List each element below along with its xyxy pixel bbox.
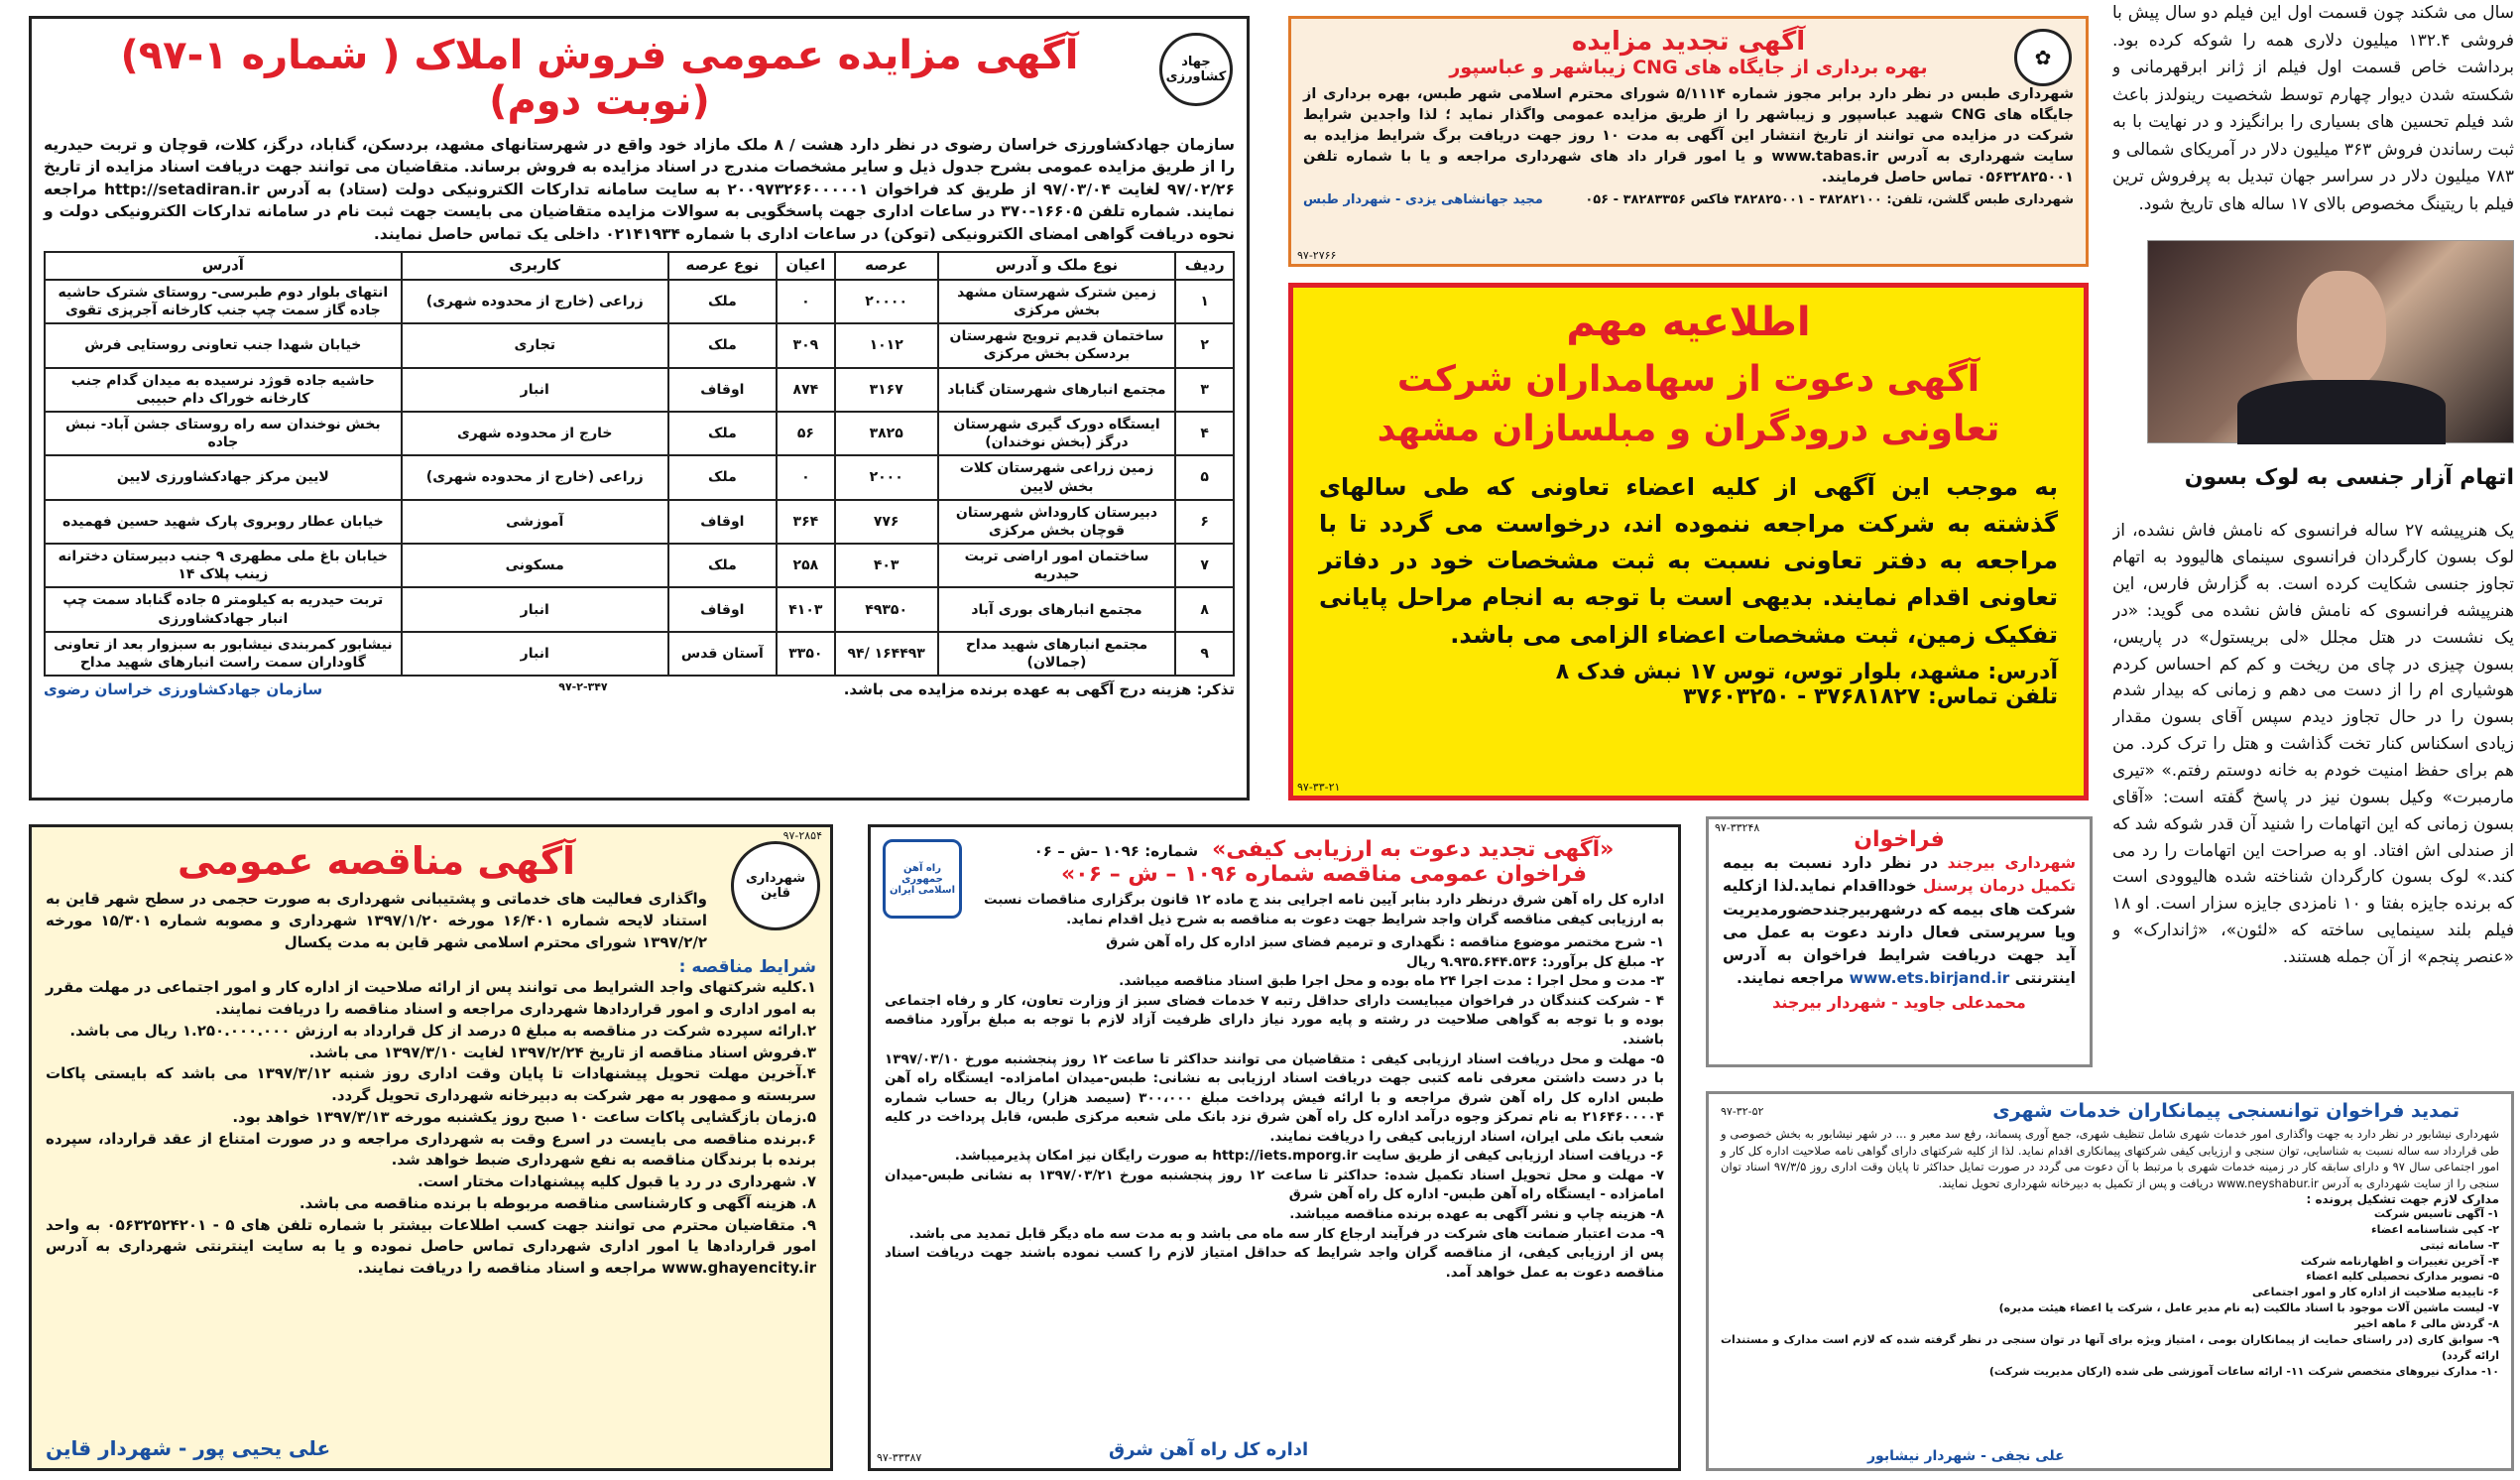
table-cell: ملک — [668, 280, 777, 323]
table-cell: آستان قدس — [668, 632, 777, 676]
condition-item: ۴.آخرین مهلت تحویل پیشنهادات تا پایان وقت اداری روز شنبه ۱۳۹۷/۳/۱۲ می باشد که بایستی پاکات سربسته و ممهور به مهر شرکت به دبیرخانه شهرداری تحویل گردد. — [46, 1064, 816, 1104]
article-body: یک هنرپیشه ۲۷ ساله فرانسوی که نامش فاش نشده، از لوک بسون کارگردان فرانسوی سینمای هالیوود به اتهام تجاوز جنسی شکایت کرده است. به گزارش فارس، این هنرپیشه فرانسوی که نامش فاش نشده می گوید: «در یک نشست در هتل مجلل «لی بریستول» در پاریس، بسون چیزی در چای من ریخت و کم کم احساس کردم هوشیاری ام را از دست می دهم و زمانی که بیدار شدم بسون را در حال تجاوز دیدم سپس آقای بسون مقدار زیادی اسکناس کنار تخت گذاشت و هتل را ترک کرد. من هم برای حفظ امنیت خودم به خانه دوستم رفتم.» «تیری مارمبرت» وکیل بسون نیز در پاسخ گفته است: «آقای بسون زمانی که این اتهامات را شنید آن قدر شوکه شد که از صندلی اش افتاد. او به صراحت این اتهامات را رد می کند.» لوک بسون کارگردان شناخته شده هالیوودی است که برنده جایزه بفتا و ۱۰ نامزدی جایزه سزار است. او ۱۸ فیلم بلند سینمایی ساخته که «لئون»، «ژاندارک» و «عنصر پنجم» از آن جمله هستند. — [2112, 521, 2514, 967]
table-cell: ۸ — [1175, 587, 1234, 631]
table-cell: ۸۷۴ — [777, 368, 835, 412]
table-cell: ۹ — [1175, 632, 1234, 676]
condition-item: ۵.زمان بازگشایی پاکات ساعت ۱۰ صبح روز یکشنبه مورخه ۱۳۹۷/۳/۱۳ خواهد بود. — [232, 1107, 816, 1126]
rail-title: «آگهی تجدید دعوت به ارزیابی کیفی» — [1212, 837, 1615, 862]
table-cell: زراعی (خارج از محدوده شهری) — [402, 280, 668, 323]
auction-code: ۹۷-۲-۳۴۷ — [558, 680, 608, 694]
qaen-signature: علی یحیی پور - شهردار قاین — [46, 1436, 331, 1460]
table-cell: ملک — [668, 412, 777, 455]
table-cell: تربت حیدریه به کیلومتر ۵ جاده گناباد سمت چپ انبار جهادکشاورزی — [45, 587, 402, 631]
article-intro: سال می شکند چون قسمت اول این فیلم دو سال پیش با فروشی ۱۳۲.۴ میلیون دلاری همه را شوکه کرده بود. برداشت خاص قسمت اول فیلم از ژانر ابرقهرمانی و شکسته شدن دیوار چهارم توسط شخصیت رینولدز باعث شد فیلم تحسین های بسیاری را برانگیزد و در نهایت با به ثبت رساندن فروش ۳۶۳ میلیون دلار در آمریکای شمالی و ۷۸۳ میلیون دلار در سراسر جهان تبدیل به پرفروش ترین فیلم با ریتینگ مخصوص بالای ۱۷ ساله های تاریخ شود. — [2112, 3, 2514, 214]
ad-tabas — [1288, 16, 2089, 267]
table-cell: دبیرستان کاروداش شهرستان قوچان بخش مرکزی — [938, 500, 1176, 544]
table-cell: ۲۰۰۰۰ — [835, 280, 938, 323]
table-cell: ۵۶ — [777, 412, 835, 455]
table-cell: ۰ — [777, 455, 835, 499]
notice-phone: تلفن تماس: ۳۷۶۸۱۸۲۷ - ۳۷۶۰۳۲۵۰ — [1683, 683, 2058, 709]
tabas-body: شهرداری طبس در نظر دارد برابر مجوز شماره ۵/۱۱۱۴ شورای محترم اسلامی شهر طبس، بهره برداری از جایگاه های CNG شهید عباسپور و زیباشهر را از طریق مزایده عمومی واگذار نماید ؛ لذا واجدین شرایط شرکت در مزایده می توانند از تاریخ انتشار این آگهی به مدت ۱۰ روز جهت دریافت برگ شرایط مزایده به سایت شهرداری به آدرس www.tabas.ir و یا امور قرار داد های شهرداری مراجعه و یا با شماره تلفن ۰۵۶۳۲۸۲۵۰۰۱ تماس حاصل فرمایند. — [1303, 86, 2074, 186]
table-cell: ۴۹۳۵۰ — [835, 587, 938, 631]
tabas-title: آگهی تجدید مزایده — [1571, 27, 1806, 57]
auction-title: آگهی مزایده عمومی فروش املاک ( شماره ۱-۹۷)(نوبت دوم) — [120, 33, 1079, 124]
table-cell: ۴۰۳ — [835, 544, 938, 587]
table-cell: ۲۵۸ — [777, 544, 835, 587]
tender-item: ۶- دریافت اسناد ارزیابی کیفی از طریق سایت http://iets.mporg.ir به صورت رایگان نیز امکان پذیرمیباشد. — [954, 1148, 1664, 1165]
table-cell: نیشابور کمربندی نیشابور به سبزوار بعد از تعاونی گاوداران سمت راست انبارهای شهید مداح — [45, 632, 402, 676]
table-cell: ۰ — [777, 280, 835, 323]
table-cell: ۲۰۰۰ — [835, 455, 938, 499]
qaen-intro: واگذاری فعالیت های خدماتی و پشتیبانی شهرداری به صورت حجمی در سطح شهر قاین به استناد لایحه شماره ۱۶/۴۰۱ مورخه ۱۳۹۷/۱/۲۰ شهرداری و مصوبه شماره ۱۵/۳۰۱ مورخه ۱۳۹۷/۲/۲ شورای محترم اسلامی شهر قاین به مدت یکسال — [46, 890, 707, 951]
ad-neyshabur — [1706, 1091, 2514, 1471]
table-cell: ساختمان امور اراضی تربت حیدریه — [938, 544, 1176, 587]
tender-item: ۱- شرح مختصر موضوع مناقصه : نگهداری و ترمیم فضای سبز اداره کل راه آهن شرق — [1106, 934, 1664, 951]
birjand-title: فراخوان — [1854, 827, 1945, 852]
table-cell: خیابان عطار روبروی پارک شهید حسین فهمیده — [45, 500, 402, 544]
neyshabur-docs-list — [1721, 1206, 2499, 1380]
document-item: ۹- سوابق کاری (در راستای حمایت از پیمانکاران بومی ، امتیاز ویژه برای آنها در توان سنجی در نظر گرفته شده که لازم است مدارک و مستندات ارائه گردد) — [1721, 1333, 2499, 1363]
neyshabur-signature: علی نجفی - شهردار نیشابور — [1867, 1448, 2065, 1464]
table-row — [45, 544, 1234, 587]
column-header: اعیان — [777, 252, 835, 280]
news-article — [2112, 0, 2514, 1071]
condition-item: ۶.برنده مناقصه می بایست در اسرع وقت به شهرداری مراجعه و در صورت امتناع از عقد قرارداد، سپرده برنده با برندگان مناقصه به نفع شهرداری ضبط خواهد شد. — [46, 1129, 816, 1170]
qaen-conditions-label: شرایط مناقصه : — [678, 957, 816, 978]
table-row — [45, 500, 1234, 544]
table-cell: ۱۰۱۲ — [835, 323, 938, 367]
table-cell: ۷ — [1175, 544, 1234, 587]
rail-subtitle: فراخوان عمومی مناقصه شماره ۱۰۹۶ – ش – ۰۶» — [1060, 862, 1588, 887]
table-cell: مجتمع انبارهای شهرستان گناباد — [938, 368, 1176, 412]
auction-signature: سازمان جهادکشاورزی خراسان رضوی — [44, 680, 323, 699]
condition-item: ۷. شهرداری در رد یا قبول کلیه پیشنهادات مختار است. — [418, 1172, 816, 1190]
jahad-logo: جهاد کشاورزی — [1159, 33, 1233, 106]
neyshabur-docs-label: مدارک لازم جهت تشکیل پرونده : — [2306, 1191, 2499, 1206]
document-item: ۵- تصویر مدارک تحصیلی کلیه اعضاء — [2306, 1270, 2499, 1284]
document-item: ۸- گردش مالی ۶ ماهه اخیر — [2354, 1317, 2499, 1331]
tender-item: ۷- مهلت و محل تحویل اسناد تکمیل شده: حداکثر تا ساعت ۱۲ روز پنجشنبه مورخ ۱۳۹۷/۰۳/۲۱ به نشانی طبس-میدان امامزاده - ایستگاه راه آهن طبس- اداره کل راه آهن شرق — [885, 1167, 1664, 1203]
document-item: ۱- آگهی تاسیس شرکت — [2373, 1206, 2499, 1220]
notice-body: به موجب این آگهی از کلیه اعضاء تعاونی که طی سالهای گذشته به شرکت مراجعه ننموده اند، درخواست می گردد تا با مراجعه به دفتر تعاونی نسبت به ثبت مشخصات خود در دفاتر تعاونی اقدام نمایند. بدیهی است با توجه به انجام مراحل پایانی تفکیک زمین، ثبت مشخصات اعضاء الزامی می باشد. — [1319, 472, 2058, 649]
birjand-code: ۹۷-۳۳۲۴۸ — [1715, 821, 1760, 834]
birjand-insurance: تکمیل درمان پرسنل — [1922, 877, 2076, 896]
table-cell: ملک — [668, 455, 777, 499]
table-row — [45, 587, 1234, 631]
table-cell: ۲ — [1175, 323, 1234, 367]
table-cell: ۷۷۶ — [835, 500, 938, 544]
column-header: نوع عرصه — [668, 252, 777, 280]
condition-item: ۸. هزینه آگهی و کارشناسی مناقصه مربوطه با برنده مناقصه می باشد. — [299, 1193, 816, 1212]
table-cell: ملک — [668, 544, 777, 587]
column-header: کاربری — [402, 252, 668, 280]
portrait-suit-shape — [2237, 380, 2446, 444]
table-cell: ۳۰۹ — [777, 323, 835, 367]
table-cell: خارج از محدوده شهری — [402, 412, 668, 455]
rail-intro: اداره کل راه آهن شرق درنظر دارد بنابر آیین نامه اجرایی بند ج ماده ۱۲ قانون برگزاری مناقصات نسبت به ارزیابی کیفی مناقصه گران واجد شرایط جهت دعوت به مناقصه به شرح ذیل اقدام نماید. — [984, 892, 1664, 927]
qaen-code: ۹۷-۲۸۵۴ — [782, 829, 822, 842]
ad-jahad-auction — [29, 16, 1250, 801]
table-cell: انتهای بلوار دوم طبرسی- روستای شترک حاشیه جاده گاز سمت چپ جنب کارخانه آجرپزی تقوی — [45, 280, 402, 323]
neyshabur-title: تمدید فراخوان توانسنجی پیمانکاران خدمات شهری — [1992, 1100, 2460, 1122]
railway-logo: راه آهن جمهوری اسلامی ایران — [883, 839, 962, 919]
neyshabur-body: شهرداری نیشابور در نظر دارد به جهت واگذاری امور خدمات شهری شامل تنظیف شهری، جمع آوری پسماند، رفع سد معبر و ... در شهر نیشابور به بخش خصوصی و طی قرارداد سه ساله نسبت به شناسایی، توان سنجی و ارزیابی کیفی شرکتهای پیمانکاری اقدام نماید. لذا از کلیه شرکتهای دارای گواهی نامه صلاحیت اداره کل کار و امور اجتماعی سال ۹۷ و دارای سابقه کار در زمینه خدمات شهری با مرتبط با آن دعوت می گردد در صورت تمایل حداکثر تا پایان وقت اداری روز ۹۷/۳/۵ اسناد توان سنجی را از سایت شهرداری به آدرس www.neyshabur.ir دریافت و پس از تکمیل به دبیرخانه شهرداری تحویل نمایند. — [1721, 1127, 2499, 1191]
tender-item: ۲- مبلغ کل برآورد: ۹.۹۳۵.۶۴۴.۵۳۶ ریال — [1406, 953, 1664, 970]
table-cell: ساختمان قدیم ترویج شهرستان بردسکن بخش مرکزی — [938, 323, 1176, 367]
table-cell: ۳۶۴ — [777, 500, 835, 544]
table-cell: خیابان شهدا جنب تعاونی روستایی فرش — [45, 323, 402, 367]
ad-qaen-tender — [29, 824, 833, 1471]
tabas-subtitle: بهره برداری از جایگاه های CNG زیباشهر و عباسپور — [1449, 57, 1928, 78]
table-cell: اوقاف — [668, 368, 777, 412]
property-table — [44, 251, 1235, 677]
table-cell: ۳ — [1175, 368, 1234, 412]
table-cell: زمین زراعی شهرستان کلات بخش لایین — [938, 455, 1176, 499]
table-cell: تجاری — [402, 323, 668, 367]
birjand-text-2: خودااقدام نماید.لذا ازکلیه شرکت های بیمه که درشهربیرجندحضورمدیریت ویا سرپرستی فعال دارند دعوت به عمل می آید جهت دریافت شرایط فراخوان به آدرس اینترنتی — [1723, 877, 2076, 988]
condition-item: ۳.فروش اسناد مناقصه از تاریخ ۱۳۹۷/۲/۲۴ لغایت ۱۳۹۷/۳/۱۰ می باشد. — [308, 1043, 816, 1061]
document-item: ۲- کپی شناسنامه اعضاء — [2370, 1222, 2499, 1236]
document-item: ۱۰- مدارک نیروهای متخصص شرکت ۱۱- ارائه ساعات آموزشی طی شده (ارکان مدیریت شرکت) — [1988, 1365, 2499, 1379]
table-cell: ملک — [668, 323, 777, 367]
table-cell: خیابان باغ ملی مطهری ۹ جنب دبیرستان دخترانه زینب پلاک ۱۴ — [45, 544, 402, 587]
table-cell: ۳۱۶۷ — [835, 368, 938, 412]
ad-birjand — [1706, 816, 2093, 1067]
tabas-code: ۹۷-۲۷۶۶ — [1297, 249, 1337, 262]
table-row — [45, 632, 1234, 676]
document-item: ۴- آخرین تغییرات و اظهارنامه شرکت — [2300, 1254, 2499, 1268]
notice-address: آدرس: مشهد، بلوار توس، توس ۱۷ نبش فدک ۸ — [1555, 659, 2058, 684]
table-cell: آموزشی — [402, 500, 668, 544]
column-header: عرصه — [835, 252, 938, 280]
table-cell: ۵ — [1175, 455, 1234, 499]
table-cell: ۴ — [1175, 412, 1234, 455]
table-cell: لایین مرکز جهادکشاورزی لایین — [45, 455, 402, 499]
table-cell: حاشیه جاده قوژد نرسیده به میدان گدام جنب کارخانه خوراک دام حبیبی — [45, 368, 402, 412]
qaen-logo: شهرداری قاین — [731, 841, 820, 930]
tender-item: ۵- مهلت و محل دریافت اسناد ارزیابی کیفی : متقاضیان می توانند حداکثر تا ساعت ۱۲ روز پنجشنبه مورخ ۱۳۹۷/۰۳/۱۰ با در دست داشتن معرفی نامه کتبی جهت دریافت اسناد ارزیابی به نشانی: طبس-میدان امامزاده- ایستگاه راه آهن طبس اداره کل راه آهن شرق مراجعه و با ارائه فیش پرداخت مبلغ ۳۰۰،۰۰۰ (سیصد هزار) ریال به حساب شماره ۲۱۶۴۶۰۰۰۰۴ به نام تمرکز وجوه درآمد اداره کل راه آهن شرق نزد بانک ملی شعبه مرکزی طبس، قابل پرداخت در کلیه شعب بانک ملی ایران، اسناد ارزیابی کیفی را دریافت نمایند. — [885, 1050, 1665, 1145]
table-cell: ۳۸۲۵ — [835, 412, 938, 455]
article-headline: اتهام آزار جنسی به لوک بسون — [2184, 465, 2514, 491]
birjand-text-1: در نظر دارد نسبت به بیمه — [1723, 854, 1948, 872]
article-photo — [2147, 240, 2514, 443]
rail-code: ۹۷-۳۳۳۸۷ — [877, 1451, 922, 1464]
table-cell: زمین شترک شهرستان مشهد بخش مرکزی — [938, 280, 1176, 323]
auction-body: سازمان جهادکشاورزی خراسان رضوی در نظر دارد هشت / ۸ ملک مازاد خود واقع در شهرستانهای مشهد، بردسکن، گناباد، درگز، کلات، قوچان و تربت حیدریه را از طریق مزایده عمومی بشرح جدول ذیل و سایر مشخصات مندرج در اسناد مزایده به فروش برساند. متقاضیان می توانند جهت دریافت اسناد مزایده از تاریخ ۹۷/۰۲/۲۶ لغایت ۹۷/۰۳/۰۴ از طریق کد فراخوان ۲۰۰۹۷۳۲۶۶۰۰۰۰۰۱ به سایت سامانه تدارکات الکترونیکی دولت (ستاد) به آدرس http://setadiran.ir مراجعه نمایند. شماره تلفن ۱۶۶۰۵-۳۷۰ در ساعات اداری جهت پاسخگویی به سوالات مزایده متقاضیان می بایست جهت ثبت نام در سامانه تدارکات الکترونیکی دولت و نحوه دریافت گواهی امضای الکترونیکی (توکن) در ساعات اداری با شماره ۰۲۱۴۱۹۳۴ داخلی یک تماس حاصل نمایند. — [44, 136, 1236, 243]
ad-important-notice — [1288, 283, 2089, 801]
column-header: ردیف — [1175, 252, 1234, 280]
tender-item: پس از ارزیابی کیفی، از مناقصه گران واجد شرایط که حداقل امتیاز لازم را کسب نموده باشند جهت دریافت اسناد مناقصه دعوت به عمل خواهد آمد. — [885, 1245, 1664, 1281]
document-item: ۶- تاییدیه صلاحیت از اداره کار و امور اجتماعی — [2252, 1286, 2499, 1299]
qaen-title: آگهی مناقصه عمومی — [177, 839, 576, 883]
neyshabur-code: ۹۷-۳۲-۵۲ — [1721, 1104, 1764, 1118]
table-row — [45, 455, 1234, 499]
tender-item: ۳- مدت و محل اجرا : مدت اجرا ۲۴ ماه بوده و محل اجرا طبق اسناد مناقصه میباشد. — [1119, 973, 1664, 990]
tabas-logo: ✿ — [2014, 29, 2072, 86]
notice-code: ۹۷-۳۳-۲۱ — [1297, 781, 1341, 794]
table-cell: ایستگاه دورک گیری شهرستان درگز (بخش نوخندان) — [938, 412, 1176, 455]
notice-subtitle: آگهی دعوت از سهامداران شرکت تعاونی درودگران و مبلسازان مشهد — [1377, 359, 2000, 450]
condition-item: ۱.کلیه شرکتهای واجد الشرایط می توانند پس از ارائه صلاحیت از اداره کار و امور اجتماعی در مهلت مقرر به امور اداری و امور قراردادها شهرداری مراجعه و اسناد مناقصه را دریافت نمایند. — [46, 978, 816, 1018]
table-cell: انبار — [402, 632, 668, 676]
table-row — [45, 323, 1234, 367]
table-cell: ۶ — [1175, 500, 1234, 544]
table-cell: مجتمع انبارهای بوری آباد — [938, 587, 1176, 631]
table-cell: مجتمع انبارهای شهید مداح (جمالان) — [938, 632, 1176, 676]
birjand-body — [1723, 852, 2076, 991]
column-header: آدرس — [45, 252, 402, 280]
table-cell: اوقاف — [668, 500, 777, 544]
birjand-text-3: مراجعه نمایند. — [1736, 969, 1850, 988]
rail-signature: اداره کل راه آهن شرق — [1109, 1439, 1309, 1460]
birjand-municipality: شهرداری بیرجند — [1947, 854, 2076, 872]
table-cell: انبار — [402, 587, 668, 631]
rail-items-list — [885, 933, 1664, 1283]
portrait-face-shape — [2297, 271, 2386, 390]
tabas-footer — [1303, 192, 2074, 207]
tabas-signature: مجید جهانشاهی یزدی - شهردار طبس — [1303, 192, 1543, 208]
auction-note: تذکر: هزینه درج آگهی به عهده برنده مزایده می باشد. — [843, 680, 1235, 699]
table-cell: انبار — [402, 368, 668, 412]
ad-railway-tender — [868, 824, 1681, 1471]
table-cell: مسکونی — [402, 544, 668, 587]
tender-item: ۴ - شرکت کنندگان در فراخوان میبایست دارای حداقل رتبه ۷ خدمات فضای سبز از وزارت تعاون، کار و رفاه اجتماعی بوده و با توجه به گواهی صلاحیت در رشته و پایه مورد نیاز دارای ظرفیت آزاد لازم با توجه به مبلغ برآورد مناقصه باشند. — [885, 992, 1664, 1048]
document-item: ۳- سامانه ثبتی — [2420, 1238, 2499, 1252]
birjand-website-link[interactable]: www.ets.birjand.ir — [1849, 969, 2010, 988]
table-row — [45, 280, 1234, 323]
condition-item: ۹. متقاضیان محترم می توانند جهت کسب اطلاعات بیشتر با شماره تلفن های ۵ - ۰۵۶۳۲۵۲۴۲۰۱ به واحد امور قراردادها یا امور اداری شهرداری تماس حاصل نموده و یا به سایت اینترنتی شهرداری به آدرس www.ghayencity.ir مراجعه و اسناد مناقصه را دریافت نمایند. — [46, 1215, 816, 1277]
table-cell: ۱ — [1175, 280, 1234, 323]
table-cell: ۴۱۰۳ — [777, 587, 835, 631]
tender-item: ۸- هزینه چاپ و نشر آگهی به عهده برنده مناقصه میباشد. — [1289, 1206, 1664, 1222]
tabas-contact: شهرداری طبس گلشن، تلفن: ۳۸۲۸۲۱۰۰ - ۳۸۲۸۲۵۰۰۱ فاکس ۳۸۲۸۳۳۵۶ - ۰۵۶ — [1585, 192, 2074, 208]
document-item: ۷- لیست ماشین آلات موجود با اسناد مالکیت (به نام مدیر عامل ، شرکت یا اعضاء هیئت مدیره) — [1998, 1301, 2499, 1315]
table-row — [45, 412, 1234, 455]
tender-item: ۹- مدت اعتبار ضمانت های شرکت در فرآیند ارجاع کار سه ماه می باشد و به مدت سه ماه دیگر قابل تمدید می باشد. — [908, 1225, 1664, 1242]
column-header: نوع ملک و آدرس — [938, 252, 1176, 280]
auction-footer — [44, 680, 1235, 698]
rail-number: شماره: ۱۰۹۶ –ش – ۰۶ — [1033, 842, 1199, 860]
condition-item: ۲.ارائه سپرده شرکت در مناقصه به مبلغ ۵ درصد از کل قرارداد به ارزش ۱.۲۵۰.۰۰۰.۰۰۰ ریال می باشد. — [69, 1021, 816, 1040]
table-row — [45, 368, 1234, 412]
table-cell: زراعی (خارج از محدوده شهری) — [402, 455, 668, 499]
table-cell: بخش نوخندان سه راه روستای جشن آباد- نبش جاده — [45, 412, 402, 455]
table-cell: اوقاف — [668, 587, 777, 631]
notice-title: اطلاعیه مهم — [1566, 300, 1811, 345]
table-cell: ۱۶۴۴۹۳ /۹۴ — [835, 632, 938, 676]
qaen-conditions-list — [46, 977, 816, 1280]
birjand-signature: محمدعلی جاوید - شهردار بیرجند — [1772, 992, 2026, 1012]
table-cell: ۳۳۵۰ — [777, 632, 835, 676]
